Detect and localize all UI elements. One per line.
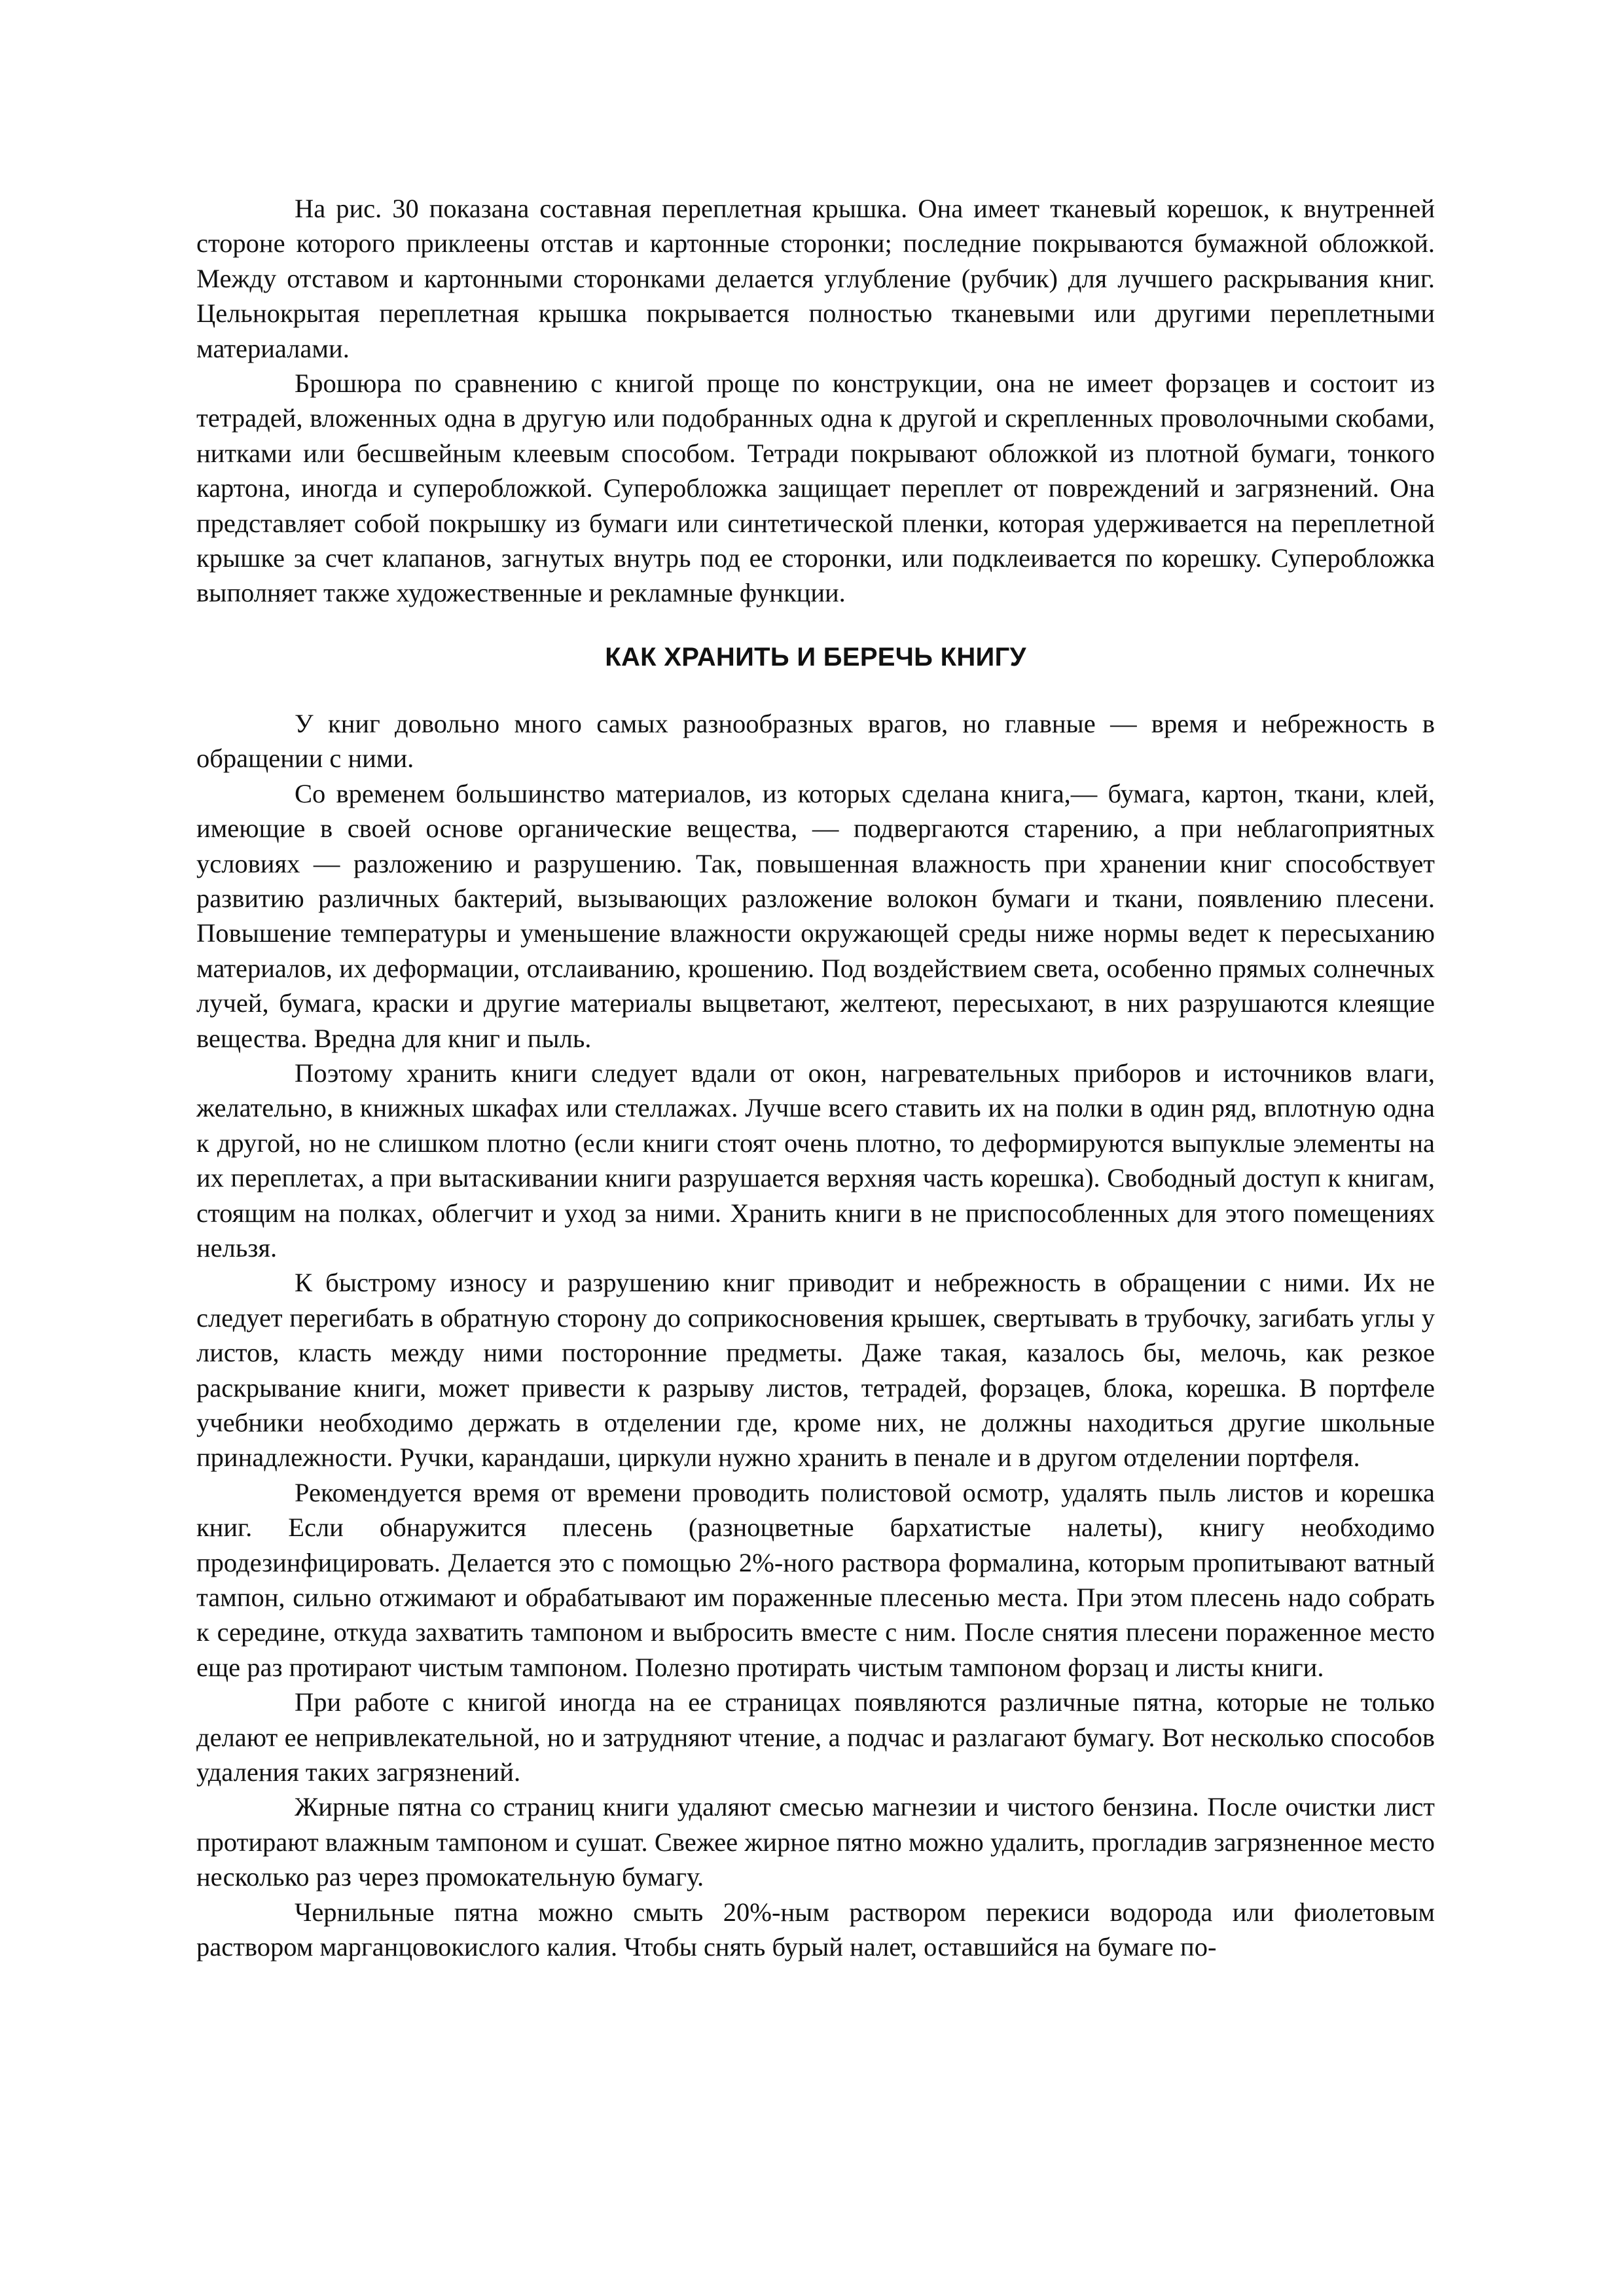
paragraph-grease-stains: Жирные пятна со страниц книги удаляют смесью магнезии и чистого бензина. После очистки лист протирают влажным тампоном и сушат. Свежее жирное пятно можно удалить, прогладив загрязненное место несколько раз через промокательную бумагу. (196, 1792, 1435, 1892)
paragraph-storage: Поэтому хранить книги следует вдали от окон, нагревательных приборов и источников влаги, желательно, в книжных шкафах или стеллажах. Лучше всего ставить их на полки в один ряд, вплотную одна к другой, но не слишком плотно (если книги стоят очень плотно, то деформируются выпуклые элементы на их переплетах, а при вытаскивании книги разрушается верхняя часть корешка). Свободный доступ к книгам, стоящим на полках, облегчит и уход за ними. Хранить книги в не приспособленных для этого помещениях нельзя. (196, 1058, 1435, 1263)
section-heading: КАК ХРАНИТЬ И БЕРЕЧЬ КНИГУ (605, 642, 1026, 672)
paragraph-ink-stains: Чернильные пятна можно смыть 20%-ным раствором перекиси водорода или фиолетовым раствором марганцовокислого калия. Чтобы снять бурый налет, оставшийся на бумаге по- (196, 1897, 1435, 1962)
document-page (196, 191, 1435, 1965)
paragraph-book-enemies: У книг довольно много самых разнообразных врагов, но главные — время и небрежность в обращении с ними. (196, 708, 1435, 774)
paragraph-stains-intro: При работе с книгой иногда на ее страницах появляются различные пятна, которые не только делают ее непривлекательной, но и затрудняют чтение, а подчас и разлагают бумагу. Вот несколько способов удаления таких загрязнений. (196, 1687, 1435, 1787)
paragraph-composite-cover: На рис. 30 показана составная переплетная крышка. Она имеет тканевый корешок, к внутренней стороне которого приклеены отстав и картонные сторонки; последние покрываются бумажной обложкой. Между отставом и картонными сторонками делается углубление (рубчик) для лучшего раскрывания книг. Цельнокрытая переплетная крышка покрывается полностью тканевыми или другими переплетными материалами. (196, 194, 1435, 363)
paragraph-material-aging: Со временем большинство материалов, из которых сделана книга,— бумага, картон, ткани, клей, имеющие в своей основе органические вещества, — подвергаются старению, а при неблагоприятных условиях — разложению и разрушению. Так, повышенная влажность при хранении книг способствует развитию различных бактерий, вызывающих разложение волокон бумаги и ткани, появлению плесени. Повышение температуры и уменьшение влажности окружающей среды ниже нормы ведет к пересыханию материалов, их деформации, отслаиванию, крошению. Под воздействием света, особенно прямых солнечных лучей, бумага, краски и другие материалы выцветают, желтеют, пересыхают, в них разрушаются клеящие вещества. Вредна для книг и пыль. (196, 778, 1435, 1053)
paragraph-mold-removal: Рекомендуется время от времени проводить полистовой осмотр, удалять пыль листов и корешка книг. Если обнаружится плесень (разноцветные бархатистые налеты), книгу необходимо продезинфицировать. Делается это с помощью 2%-ного раствора формалина, которым пропитывают ватный тампон, сильно отжимают и обрабатывают им пораженные плесенью места. При этом плесень надо собрать к середине, откуда захватить тампоном и выбросить вместе с ним. После снятия плесени пораженное место еще раз протирают чистым тампоном. Полезно протирать чистым тампоном форзац и листы книги. (196, 1477, 1435, 1682)
paragraph-brochure: Брошюра по сравнению с книгой проще по конструкции, она не имеет форзацев и состоит из тетрадей, вложенных одна в другую или подобранных одна к другой и скрепленных проволочными скобами, нитками или бесшвейным клеевым способом. Тетради покрывают обложкой из плотной бумаги, тонкого картона, иногда и суперобложкой. Суперобложка защищает переплет от повреждений и загрязнений. Она представляет собой покрышку из бумаги или синтетической пленки, которая удерживается на переплетной крышке за счет клапанов, загнутых внутрь под ее сторонки, или подклеивается по корешку. Суперобложка выполняет также художественные и рекламные функции. (196, 368, 1435, 608)
paragraph-careless-handling: К быстрому износу и разрушению книг приводит и небрежность в обращении с ними. Их не следует перегибать в обратную сторону до соприкосновения крышек, свертывать в трубочку, загибать углы у листов, класть между ними посторонние предметы. Даже такая, казалось бы, мелочь, как резкое раскрывание книги, может привести к разрыву листов, тетрадей, форзацев, блока, корешка. В портфеле учебники необходимо держать в отделении где, кроме них, не должны находиться другие школьные принадлежности. Ручки, карандаши, циркули нужно хранить в пенале и в другом отделении портфеля. (196, 1268, 1435, 1473)
